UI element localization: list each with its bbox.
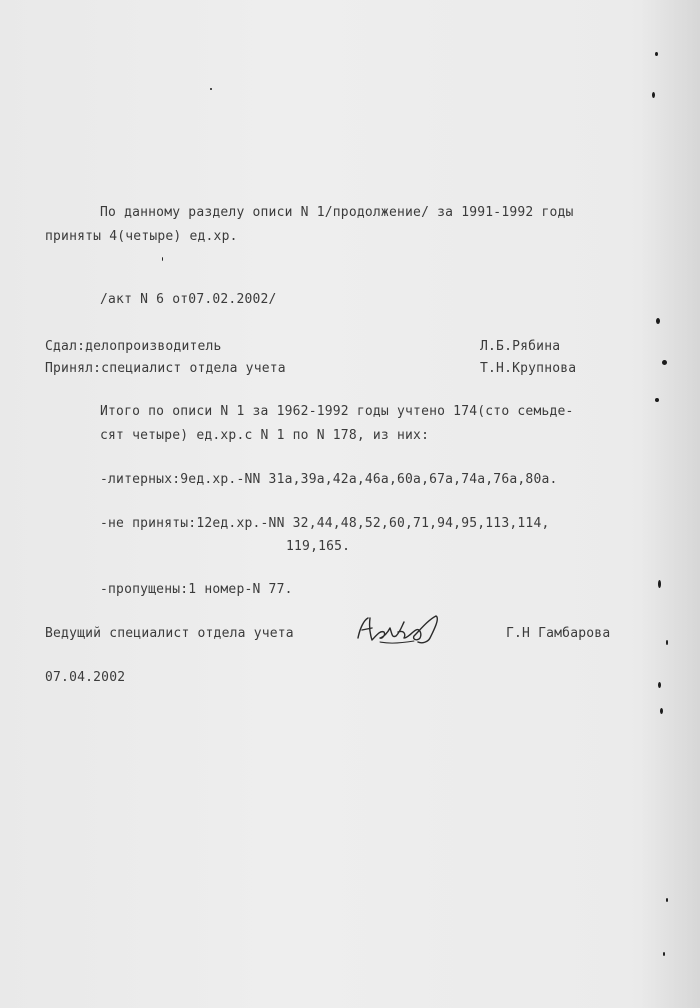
total-line2: сят четыре) ед.хр.с N 1 по N 178, из них:: [100, 428, 430, 443]
act-reference: /акт N 6 от07.02.2002/: [100, 292, 277, 307]
speck: [656, 318, 660, 324]
total-line1: Итого по описи N 1 за 1962-1992 годы учтено 174(сто семьде-: [100, 404, 574, 419]
speck: [655, 398, 659, 402]
speck: [666, 640, 668, 645]
para1-line1: По данному разделу описи N 1/продолжение/ за 1991-1992 годы: [100, 205, 574, 220]
speck: [210, 88, 212, 90]
not-accepted-line1: -не приняты:12ед.хр.-NN 32,44,48,52,60,71,94,95,113,114,: [100, 516, 550, 531]
speck: [162, 257, 163, 261]
lead-name: Г.Н Гамбарова: [506, 626, 611, 641]
document-date: 07.04.2002: [45, 670, 126, 685]
received-name: Т.Н.Крупнова: [480, 361, 577, 376]
not-accepted-line2: 119,165.: [286, 539, 351, 554]
handed-name: Л.Б.Рябина: [480, 339, 561, 354]
speck: [658, 580, 661, 588]
speck: [652, 92, 655, 98]
speck: [658, 682, 661, 688]
skipped-line: -пропущены:1 номер-N 77.: [100, 582, 293, 597]
para1-line2: приняты 4(четыре) ед.хр.: [45, 229, 238, 244]
lead-role: Ведущий специалист отдела учета: [45, 626, 294, 641]
litera-line: -литерных:9ед.хр.-NN 31а,39а,42а,46а,60а,67а,74а,76а,80а.: [100, 472, 558, 487]
speck: [663, 952, 665, 956]
handed-role: Сдал:делопроизводитель: [45, 339, 222, 354]
speck: [662, 360, 667, 365]
received-role: Принял:специалист отдела учета: [45, 361, 286, 376]
speck: [660, 708, 663, 714]
handwritten-signature: [350, 608, 460, 652]
speck: [655, 52, 658, 56]
page-edge-shadow: [640, 0, 700, 1008]
speck: [666, 898, 668, 902]
